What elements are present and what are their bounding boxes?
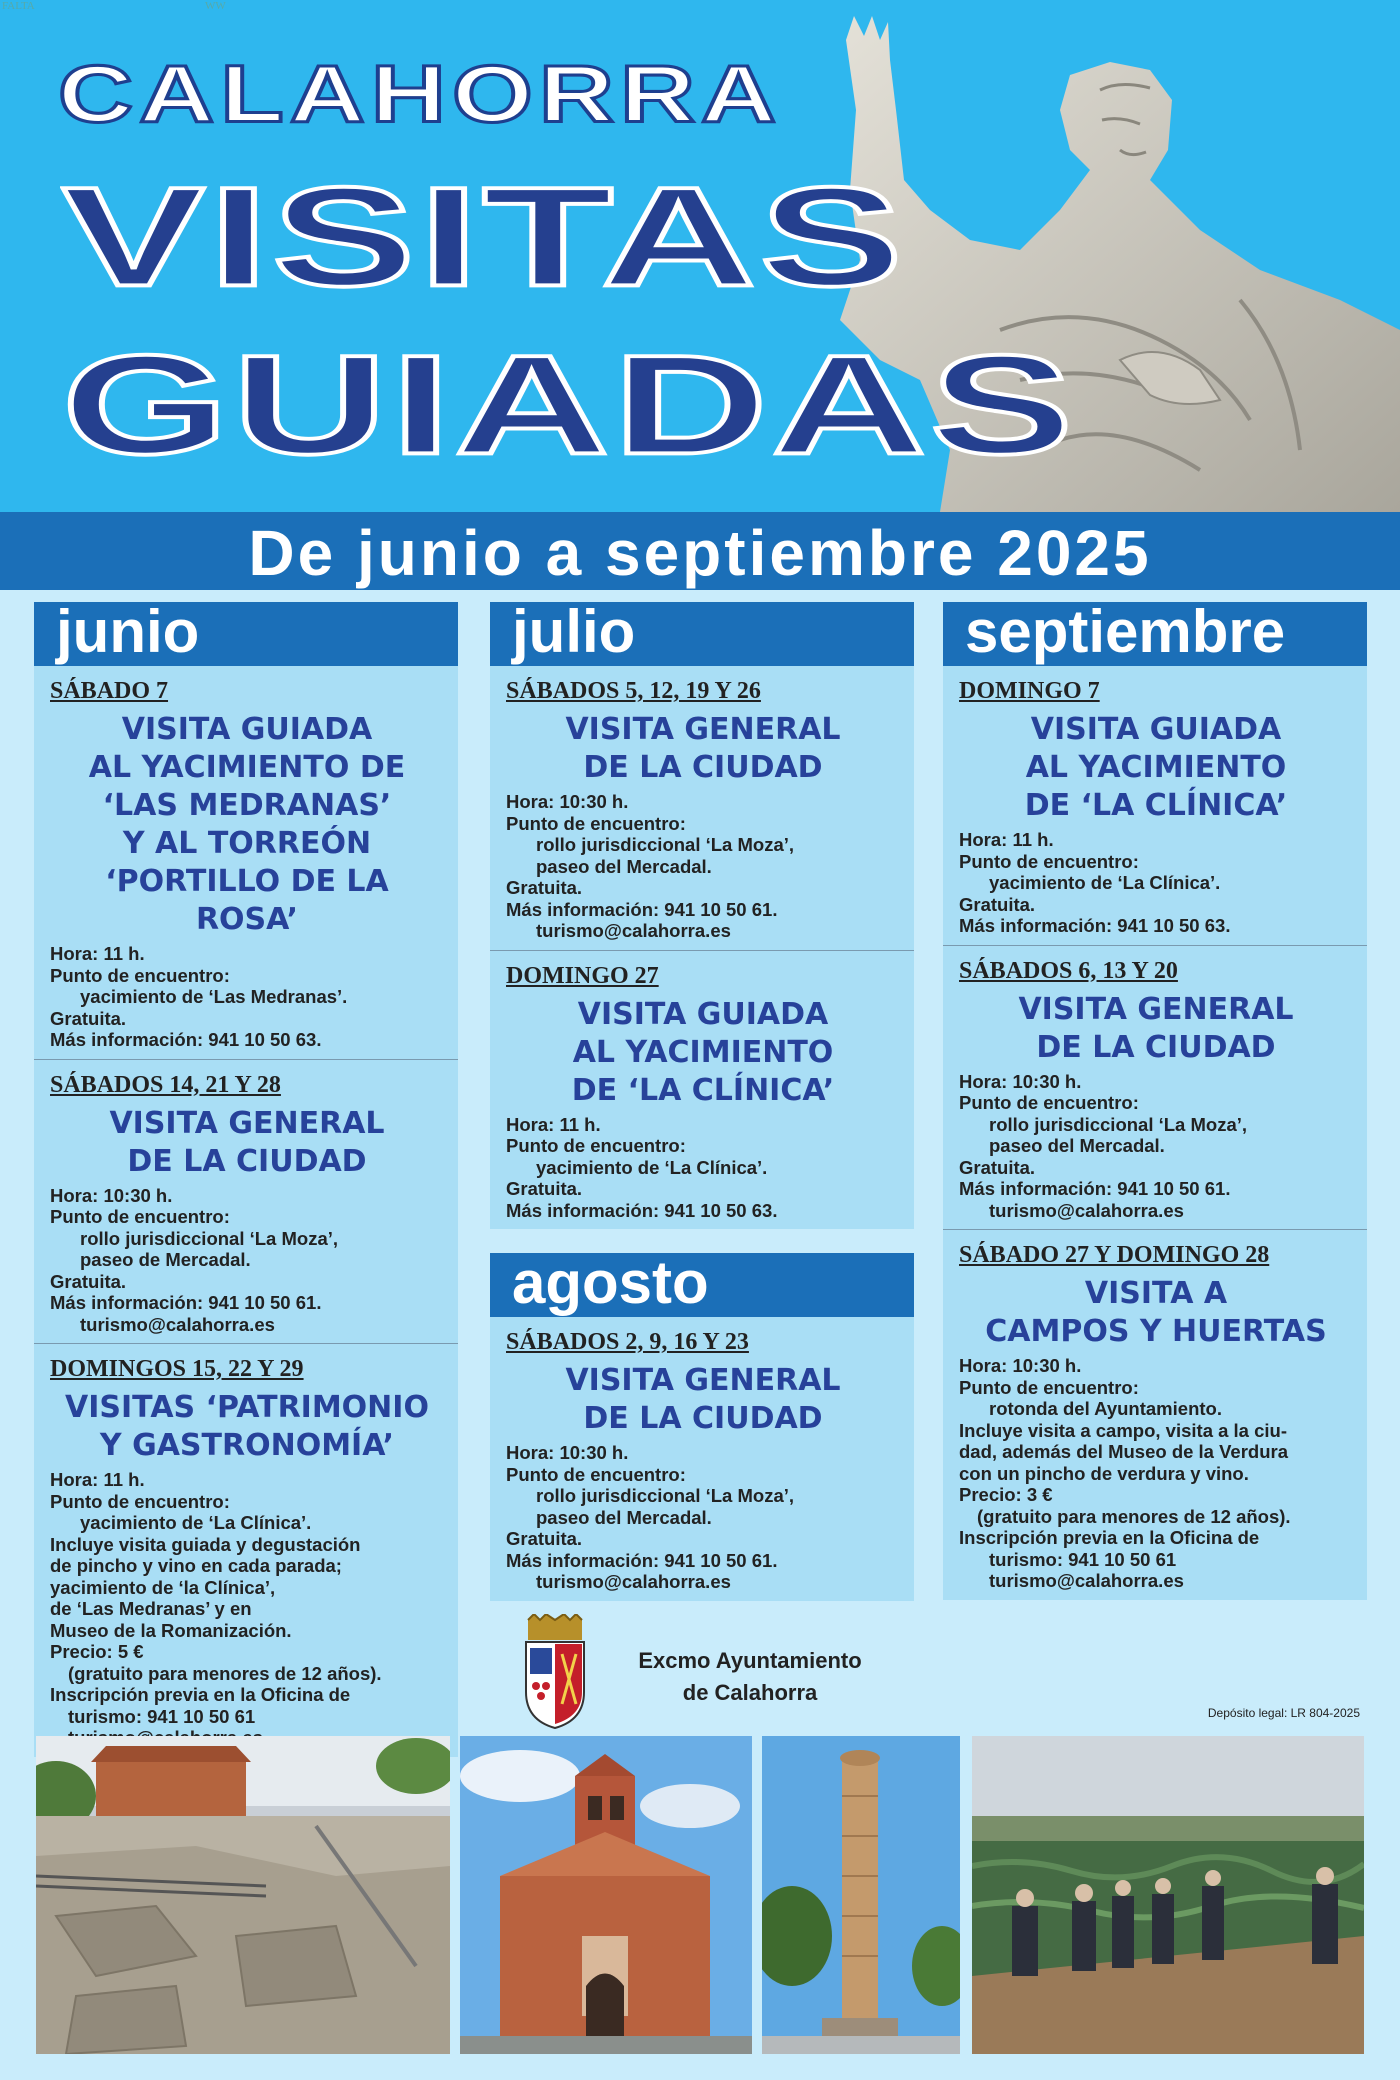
event-title bbox=[959, 711, 1353, 825]
event-detail-line: Gratuita. bbox=[506, 1178, 583, 1199]
column-septiembre bbox=[943, 602, 1367, 1600]
corner-note: FALTA bbox=[2, 0, 35, 12]
event-detail-line: de ‘Las Medranas’ y en bbox=[50, 1598, 252, 1619]
event-title-line: VISITA GUIADA bbox=[1030, 712, 1282, 747]
event-details bbox=[506, 791, 900, 942]
event-detail-line: Gratuita. bbox=[959, 1156, 1036, 1178]
event-detail-line: rollo jurisdiccional ‘La Moza’, bbox=[536, 1485, 795, 1506]
events-julio bbox=[490, 666, 914, 1229]
event-detail-line: yacimiento de ‘La Clínica’. bbox=[989, 872, 1221, 893]
event-detail-line: turismo@calahorra.es bbox=[536, 1571, 731, 1592]
event-title-line: DE LA CIUDAD bbox=[1036, 1029, 1276, 1065]
event-detail-line: rotonda del Ayuntamiento. bbox=[989, 1398, 1222, 1419]
event-detail-line: Punto de encuentro: bbox=[959, 1376, 1139, 1398]
event-detail-line: Punto de encuentro: bbox=[959, 850, 1139, 872]
events-junio bbox=[34, 666, 458, 1757]
event-date: DOMINGO 7 bbox=[959, 678, 1100, 704]
event-date: DOMINGOS 15, 22 Y 29 bbox=[50, 1356, 304, 1382]
event-detail-line: yacimiento de ‘la Clínica’, bbox=[50, 1576, 276, 1598]
event-card bbox=[490, 1317, 914, 1601]
event-detail-line: de pincho y vino en cada parada; bbox=[50, 1555, 342, 1576]
event-title-line: AL YACIMIENTO bbox=[1025, 750, 1287, 785]
photo-column bbox=[762, 1736, 960, 2054]
event-title-line: DE LA CIUDAD bbox=[583, 1401, 823, 1436]
event-detail-line: Más información: 941 10 50 61. bbox=[50, 1292, 322, 1313]
event-details bbox=[506, 1442, 900, 1593]
event-detail-line: Hora: 10:30 h. bbox=[506, 791, 629, 812]
column-junio bbox=[34, 602, 458, 1757]
month-header-julio: julio bbox=[490, 602, 914, 666]
title-guiadas: GUIADAS bbox=[62, 325, 1077, 484]
event-title-line: AL YACIMIENTO DE bbox=[88, 750, 406, 785]
event-detail-line: Hora: 11 h. bbox=[506, 1113, 601, 1135]
organizer bbox=[600, 1645, 900, 1709]
event-detail-line: Gratuita. bbox=[506, 877, 583, 898]
event-title bbox=[506, 711, 900, 787]
organizer-line-1: Excmo Ayuntamiento bbox=[638, 1648, 862, 1673]
column-julio bbox=[490, 602, 914, 1229]
event-detail-line: Punto de encuentro: bbox=[50, 1206, 230, 1227]
event-title-line: ‘PORTILLO DE LA ROSA’ bbox=[105, 864, 389, 937]
event-detail-line: Hora: 11 h. bbox=[50, 1469, 145, 1490]
event-date: SÁBADOS 6, 13 Y 20 bbox=[959, 957, 1178, 984]
event-detail-line: paseo del Mercadal. bbox=[989, 1135, 1165, 1156]
event-title-line: DE LA CIUDAD bbox=[583, 750, 823, 785]
event-detail-line: Hora: 11 h. bbox=[959, 829, 1054, 850]
event-details bbox=[506, 1114, 900, 1222]
event-detail-line: turismo@calahorra.es bbox=[989, 1570, 1184, 1591]
event-detail-line: Punto de encuentro: bbox=[959, 1092, 1139, 1113]
event-title-line: VISITA GENERAL bbox=[1018, 991, 1294, 1027]
event-title-line: DE ‘LA CLÍNICA’ bbox=[1024, 788, 1288, 823]
event-detail-line: paseo de Mercadal. bbox=[80, 1249, 251, 1270]
event-title bbox=[959, 991, 1353, 1067]
event-detail-line: Gratuita. bbox=[50, 1007, 127, 1029]
event-title-line: DE LA CIUDAD bbox=[127, 1143, 367, 1179]
event-card bbox=[943, 946, 1367, 1231]
event-detail-line: Precio: 3 € bbox=[959, 1484, 1053, 1505]
event-detail-line: Punto de encuentro: bbox=[506, 812, 686, 834]
event-card bbox=[943, 1230, 1367, 1600]
legal-deposit: Depósito legal: LR 804-2025 bbox=[1207, 1706, 1360, 1720]
event-detail-line: Punto de encuentro: bbox=[506, 1135, 686, 1156]
event-date: DOMINGO 27 bbox=[506, 962, 659, 989]
event-details bbox=[959, 1071, 1353, 1222]
event-detail-line: Museo de la Romanización. bbox=[50, 1619, 292, 1641]
period-title: De junio a septiembre 2025 bbox=[248, 517, 1152, 589]
event-title-line: VISITA GUIADA bbox=[121, 712, 373, 747]
month-header-junio: junio bbox=[34, 602, 458, 666]
event-detail-line: Más información: 941 10 50 63. bbox=[50, 1029, 322, 1050]
event-title-line: Y GASTRONOMÍA’ bbox=[99, 1428, 395, 1463]
event-details bbox=[50, 1469, 444, 1749]
event-detail-line: paseo del Mercadal. bbox=[536, 855, 712, 877]
event-title-line: VISITA GENERAL bbox=[109, 1105, 385, 1141]
event-detail-line: Gratuita. bbox=[50, 1270, 127, 1292]
event-detail-line: yacimiento de ‘Las Medranas’. bbox=[80, 986, 348, 1007]
event-detail-line: Hora: 10:30 h. bbox=[959, 1355, 1082, 1376]
event-detail-line: paseo del Mercadal. bbox=[536, 1506, 712, 1528]
period-band bbox=[0, 512, 1400, 590]
event-title-line: CAMPOS Y HUERTAS bbox=[985, 1314, 1327, 1349]
event-title-line: VISITA A bbox=[1084, 1276, 1228, 1311]
photo-fields bbox=[972, 1736, 1364, 2054]
event-details bbox=[959, 829, 1353, 937]
event-title bbox=[50, 1389, 444, 1465]
event-detail-line: Gratuita. bbox=[959, 893, 1036, 915]
event-date: SÁBADO 7 bbox=[50, 678, 169, 704]
event-detail-line: Incluye visita guiada y degustación bbox=[50, 1533, 361, 1555]
event-details bbox=[959, 1355, 1353, 1592]
event-detail-line: yacimiento de ‘La Clínica’. bbox=[80, 1512, 312, 1533]
event-date: SÁBADO 27 Y DOMINGO 28 bbox=[959, 1242, 1270, 1268]
event-detail-line: yacimiento de ‘La Clínica’. bbox=[536, 1156, 768, 1178]
event-detail-line: Inscripción previa en la Oficina de bbox=[959, 1527, 1260, 1548]
event-card bbox=[34, 1344, 458, 1757]
event-detail-line: (gratuito para menores de 12 años). bbox=[68, 1662, 382, 1684]
month-header-agosto: agosto bbox=[490, 1253, 914, 1317]
event-detail-line: (gratuito para menores de 12 años). bbox=[977, 1505, 1291, 1527]
title-visitas: VISITAS bbox=[62, 157, 907, 316]
event-title-line: VISITAS ‘PATRIMONIO bbox=[65, 1390, 429, 1425]
event-detail-line: Hora: 11 h. bbox=[50, 943, 145, 964]
event-title-line: VISITA GENERAL bbox=[565, 712, 841, 747]
event-detail-line: rollo jurisdiccional ‘La Moza’, bbox=[536, 834, 795, 855]
event-detail-line: rollo jurisdiccional ‘La Moza’, bbox=[989, 1113, 1248, 1135]
event-detail-line: Más información: 941 10 50 61. bbox=[506, 898, 778, 920]
photo-church bbox=[460, 1736, 752, 2054]
event-card bbox=[34, 1060, 458, 1345]
event-detail-line: dad, además del Museo de la Verdura bbox=[959, 1441, 1289, 1462]
hero-banner bbox=[0, 0, 1400, 512]
event-detail-line: rollo jurisdiccional ‘La Moza’, bbox=[80, 1227, 339, 1249]
event-card bbox=[34, 666, 458, 1060]
event-detail-line: Punto de encuentro: bbox=[506, 1463, 686, 1485]
event-detail-line: Precio: 5 € bbox=[50, 1641, 144, 1662]
photo-excavation bbox=[36, 1736, 450, 2054]
event-title bbox=[50, 1105, 444, 1181]
event-title-line: VISITA GENERAL bbox=[565, 1363, 841, 1398]
event-title-line: VISITA GUIADA bbox=[577, 996, 829, 1032]
coat-of-arms-icon bbox=[520, 1614, 590, 1730]
event-detail-line: Más información: 941 10 50 61. bbox=[959, 1178, 1231, 1199]
event-title-line: DE ‘LA CLÍNICA’ bbox=[571, 1072, 835, 1108]
event-card bbox=[490, 666, 914, 951]
event-card bbox=[490, 951, 914, 1230]
events-septiembre bbox=[943, 666, 1367, 1600]
event-detail-line: Más información: 941 10 50 63. bbox=[959, 915, 1231, 936]
event-detail-line: turismo@calahorra.es bbox=[80, 1313, 275, 1335]
event-detail-line: Hora: 10:30 h. bbox=[50, 1184, 173, 1206]
city-title: CALAHORRA bbox=[58, 48, 783, 140]
event-detail-line: turismo: 941 10 50 61 bbox=[68, 1705, 256, 1727]
event-title-line: Y AL TORREÓN bbox=[122, 826, 372, 861]
column-agosto bbox=[490, 1253, 914, 1601]
event-title bbox=[506, 996, 900, 1110]
corner-note-2: WW bbox=[205, 0, 226, 12]
organizer-line-2: de Calahorra bbox=[682, 1680, 818, 1705]
event-detail-line: Gratuita. bbox=[506, 1528, 583, 1549]
event-detail-line: Punto de encuentro: bbox=[50, 1490, 230, 1512]
event-detail-line: turismo@calahorra.es bbox=[536, 920, 731, 941]
event-title-line: ‘LAS MEDRANAS’ bbox=[102, 788, 392, 823]
event-detail-line: Punto de encuentro: bbox=[50, 964, 230, 986]
events-agosto bbox=[490, 1317, 914, 1601]
event-title bbox=[50, 711, 444, 939]
event-detail-line: Hora: 10:30 h. bbox=[959, 1070, 1082, 1092]
event-date: SÁBADOS 2, 9, 16 Y 23 bbox=[506, 1329, 749, 1355]
event-date: SÁBADOS 5, 12, 19 Y 26 bbox=[506, 678, 761, 704]
event-detail-line: Hora: 10:30 h. bbox=[506, 1442, 629, 1463]
month-header-septiembre: septiembre bbox=[943, 602, 1367, 666]
event-title-line: AL YACIMIENTO bbox=[572, 1034, 834, 1070]
event-title bbox=[506, 1362, 900, 1438]
event-date: SÁBADOS 14, 21 Y 28 bbox=[50, 1071, 281, 1098]
event-title bbox=[959, 1275, 1353, 1351]
event-detail-line: con un pincho de verdura y vino. bbox=[959, 1462, 1249, 1484]
event-details bbox=[50, 1185, 444, 1336]
event-detail-line: Incluye visita a campo, visita a la ciu- bbox=[959, 1419, 1288, 1441]
event-details bbox=[50, 943, 444, 1051]
event-detail-line: turismo@calahorra.es bbox=[989, 1199, 1184, 1221]
event-detail-line: Más información: 941 10 50 61. bbox=[506, 1549, 778, 1571]
event-detail-line: Más información: 941 10 50 63. bbox=[506, 1199, 778, 1221]
event-detail-line: Inscripción previa en la Oficina de bbox=[50, 1684, 351, 1705]
event-card bbox=[943, 666, 1367, 946]
event-detail-line: turismo: 941 10 50 61 bbox=[989, 1548, 1177, 1570]
